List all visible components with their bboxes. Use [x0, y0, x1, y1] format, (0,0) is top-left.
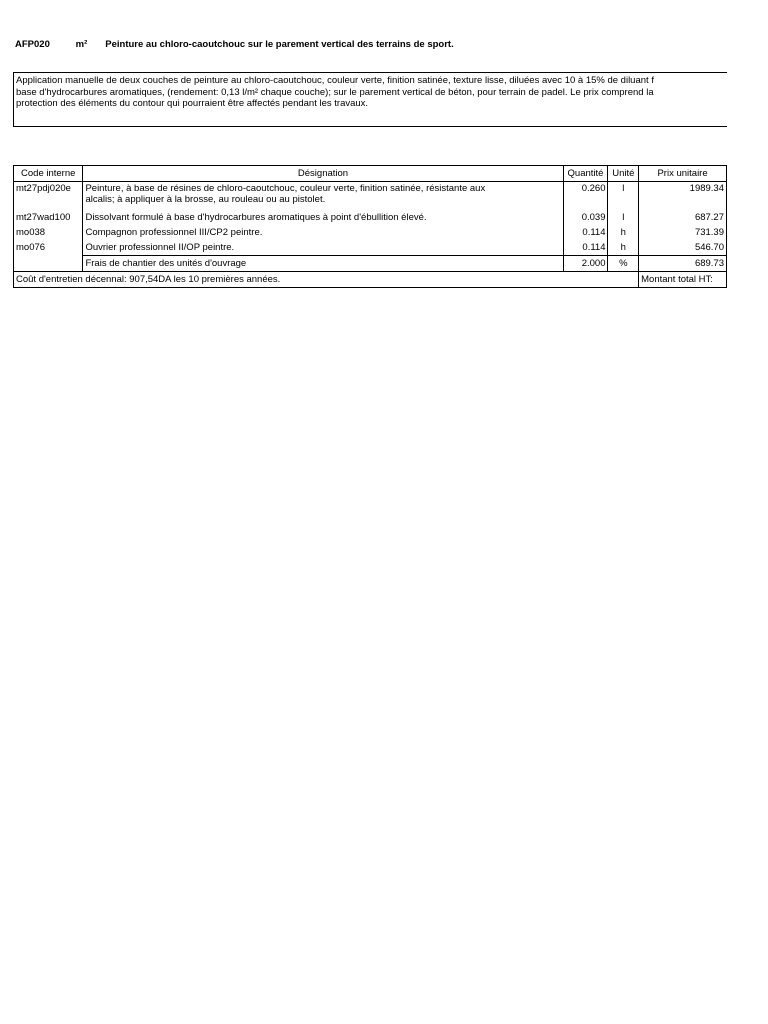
row-unit-price: 731.39	[639, 225, 727, 240]
row-designation: Dissolvant formulé à base d'hydrocarbures aromatiques à point d'ébullition élevé.	[83, 210, 563, 225]
row-code: mo076	[14, 240, 83, 256]
row-unit: h	[608, 225, 639, 240]
row-unit: l	[608, 182, 639, 211]
header-unit-price: Prix unitaire	[639, 166, 727, 182]
row-quantity: 0.114	[563, 240, 608, 256]
row-unit-price: 687.27	[639, 210, 727, 225]
row-unit: l	[608, 210, 639, 225]
item-unit: m²	[75, 39, 88, 50]
description-box	[13, 72, 727, 127]
header-code: Code interne	[14, 166, 83, 182]
maintenance-cost: Coût d'entretien décennal: 907,54DA les 10 premières années.	[14, 272, 639, 288]
document-header	[15, 39, 454, 50]
item-title: Peinture au chloro-caoutchouc sur le parement vertical des terrains de sport.	[105, 39, 454, 50]
fees-code-empty	[14, 256, 83, 272]
fees-row	[14, 256, 727, 272]
description-line: protection des éléments du contour qui pourraient être affectés pendant les travaux.	[16, 98, 369, 109]
item-code: AFP020	[15, 39, 50, 50]
row-unit-price: 546.70	[639, 240, 727, 256]
row-quantity: 0.039	[563, 210, 608, 225]
description-line: base d'hydrocarbures aromatiques, (rendement: 0,13 l/m² chaque couche); sur le parement vertical de béton, pour terrain de padel. Le prix comprend la	[16, 86, 654, 98]
fees-unit: %	[608, 256, 639, 272]
header-quantity: Quantité	[563, 166, 608, 182]
row-designation-line: Peinture, à base de résines de chloro-caoutchouc, couleur verte, finition satinée, résistante aux	[85, 183, 486, 194]
total-label: Montant total HT:	[639, 272, 727, 288]
fees-quantity: 2.000	[563, 256, 608, 272]
row-designation: Ouvrier professionnel II/OP peintre.	[83, 240, 563, 256]
header-designation: Désignation	[83, 166, 563, 182]
row-unit: h	[608, 240, 639, 256]
fees-unit-price: 689.73	[639, 256, 727, 272]
row-code: mt27pdj020e	[14, 182, 83, 211]
price-breakdown-table	[13, 165, 727, 288]
description-text	[14, 73, 727, 110]
row-unit-price: 1989.34	[639, 182, 727, 211]
row-designation-line: alcalis; à appliquer à la brosse, au rouleau ou au pistolet.	[85, 194, 326, 205]
table-row	[14, 182, 727, 211]
row-quantity: 0.114	[563, 225, 608, 240]
row-code: mo038	[14, 225, 83, 240]
row-quantity: 0.260	[563, 182, 608, 211]
fees-designation: Frais de chantier des unités d'ouvrage	[83, 256, 563, 272]
row-designation: Compagnon professionnel III/CP2 peintre.	[83, 225, 563, 240]
table-row	[14, 210, 727, 225]
description-line: Application manuelle de deux couches de peinture au chloro-caoutchouc, couleur verte, finition satinée, texture lisse, diluées avec 10 à 15% de diluant f	[16, 75, 654, 86]
table-row	[14, 240, 727, 256]
row-code: mt27wad100	[14, 210, 83, 225]
row-designation	[83, 182, 563, 211]
footer-row	[14, 272, 727, 288]
table-header-row	[14, 166, 727, 182]
table-row	[14, 225, 727, 240]
header-unit: Unité	[608, 166, 639, 182]
